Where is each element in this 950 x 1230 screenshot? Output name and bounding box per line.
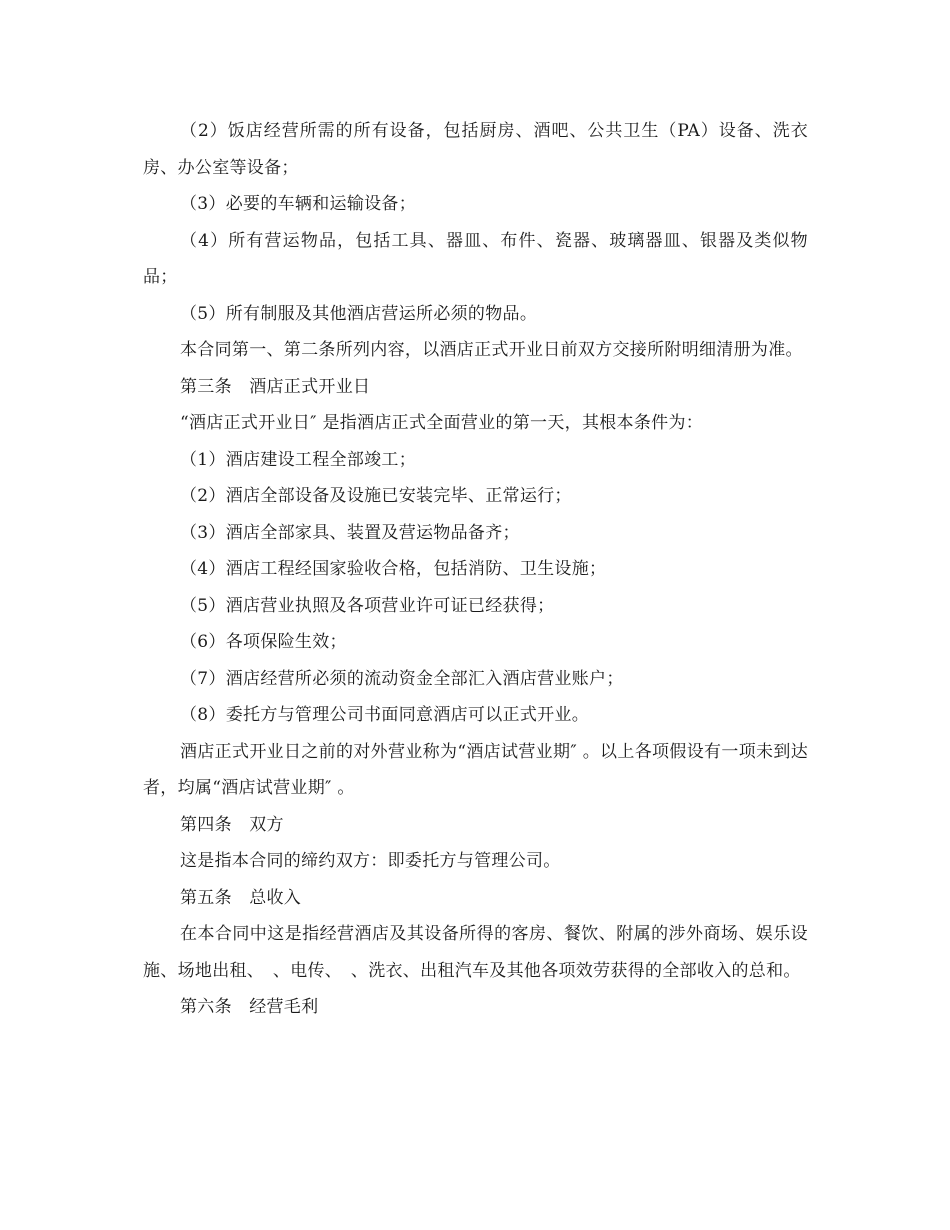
condition-5: （5）酒店营业执照及各项营业许可证已经获得； bbox=[180, 595, 555, 616]
inventory-note: 本合同第一、第二条所列内容，以酒店正式开业日前双方交接所附明细清册为准。 bbox=[180, 340, 803, 360]
condition-8: （8）委托方与管理公司书面同意酒店可以正式开业。 bbox=[180, 705, 590, 725]
parties-definition: 这是指本合同的缔约双方：即委托方与管理公司。 bbox=[180, 851, 561, 871]
opening-day-definition: “酒店正式开业日″ 是指酒店正式全面营业的第一天，其根本条件为： bbox=[180, 413, 704, 433]
article-3-heading: 第三条 酒店正式开业日 bbox=[180, 376, 371, 397]
condition-3: （3）酒店全部家具、装置及营运物品备齐； bbox=[180, 522, 520, 543]
clause-item-4-supplies: （4）所有营运物品，包括工具、器皿、布件、瓷器、玻璃器皿、银器及类似物品； bbox=[143, 230, 808, 287]
clause-item-3-vehicles: （3）必要的车辆和运输设备； bbox=[180, 194, 417, 214]
trial-operation-note: 酒店正式开业日之前的对外营业称为“酒店试营业期″ 。以上各项假设有一项未到达者，均属“酒店试营业期″ 。 bbox=[143, 741, 808, 798]
article-5-heading: 第五条 总收入 bbox=[180, 887, 302, 908]
condition-6: （6）各项保险生效； bbox=[180, 632, 347, 652]
clause-item-2-equipment: （2）饭店经营所需的所有设备，包括厨房、酒吧、公共卫生（PA）设备、洗衣房、办公室等设备； bbox=[143, 121, 808, 178]
document-body bbox=[143, 113, 808, 1026]
condition-7: （7）酒店经营所必须的流动资金全部汇入酒店营业账户； bbox=[180, 668, 624, 689]
article-4-heading: 第四条 双方 bbox=[180, 814, 284, 835]
condition-4: （4）酒店工程经国家验收合格，包括消防、卫生设施； bbox=[180, 559, 607, 579]
clause-item-5-uniforms: （5）所有制服及其他酒店营运所必须的物品。 bbox=[180, 303, 538, 324]
condition-2: （2）酒店全部设备及设施已安装完毕、正常运行； bbox=[180, 486, 572, 506]
gross-revenue-definition: 在本合同中这是指经营酒店及其设备所得的客房、餐饮、附属的涉外商场、娱乐设施、场地出租、 、电传、 、洗衣、出租汽车及其他各项效劳获得的全部收入的总和。 bbox=[143, 924, 808, 981]
condition-1: （1）酒店建设工程全部竣工； bbox=[180, 449, 417, 470]
article-6-heading: 第六条 经营毛利 bbox=[180, 997, 319, 1017]
